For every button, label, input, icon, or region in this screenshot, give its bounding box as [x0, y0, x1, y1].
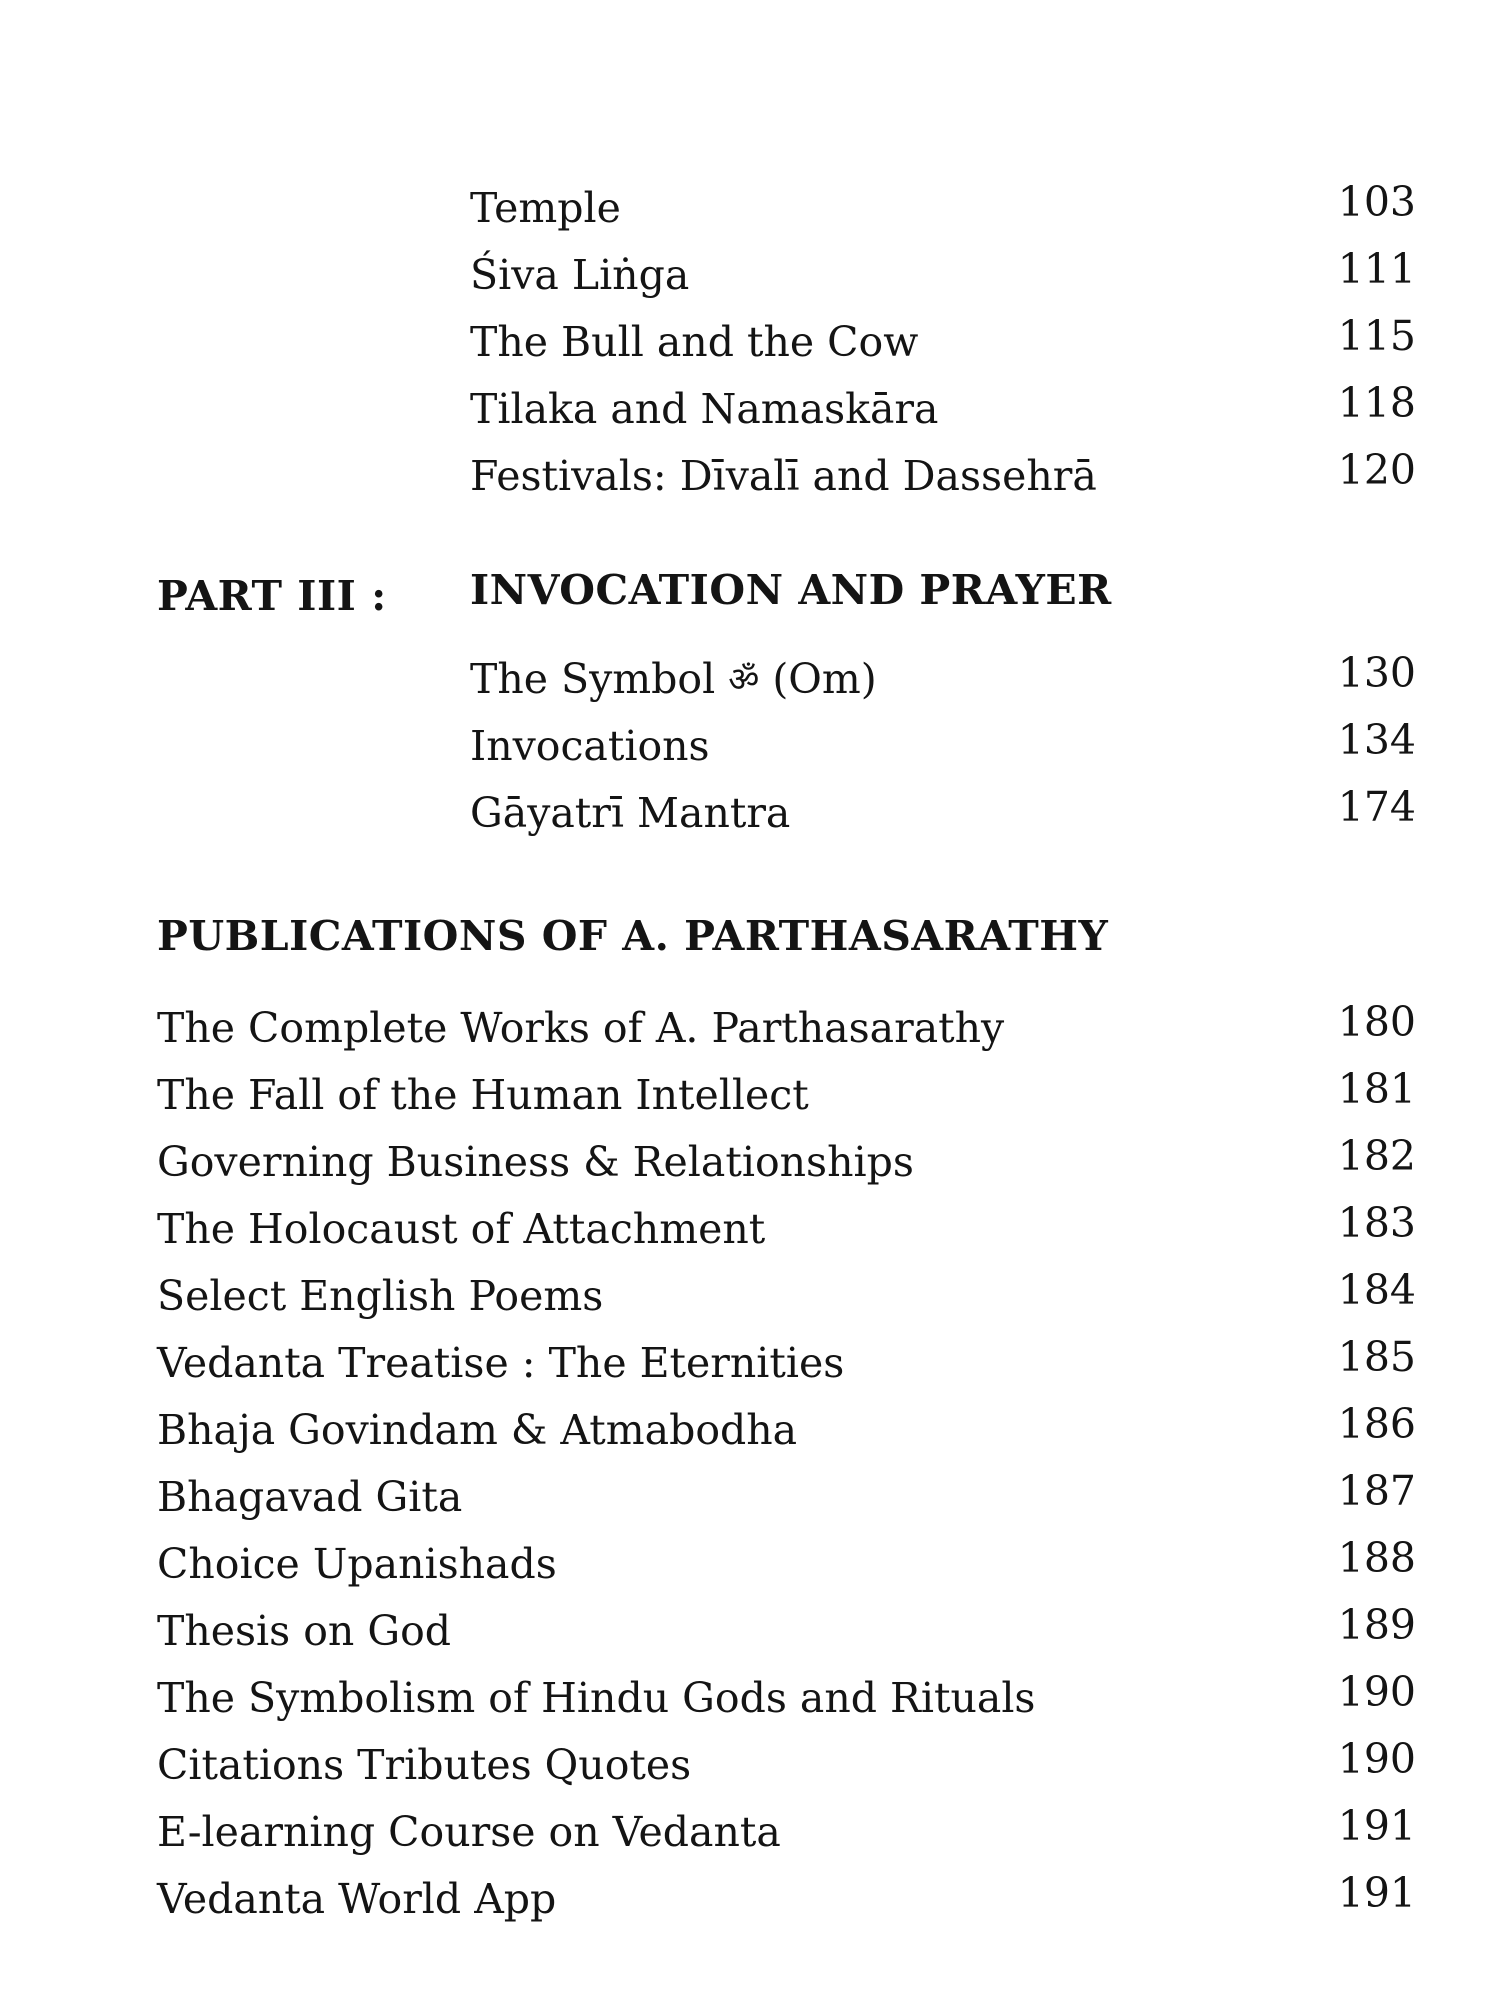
publication-title: Choice Upanishads: [157, 1540, 557, 1588]
om-symbol: ॐ: [728, 660, 760, 700]
toc-entry-tilaka: [0, 379, 1500, 439]
publication-entry: [0, 1869, 1500, 1929]
toc-entry-title: Invocations: [470, 722, 710, 770]
publication-entry: [0, 1802, 1500, 1862]
publication-page: 190: [1337, 1735, 1416, 1783]
publication-page: 185: [1337, 1333, 1416, 1381]
publication-title: Select English Poems: [157, 1272, 604, 1320]
publication-title: The Complete Works of A. Parthasarathy: [157, 1004, 1005, 1052]
publication-page: 181: [1337, 1065, 1416, 1113]
publication-entry: [0, 1333, 1500, 1393]
publication-page: 188: [1337, 1534, 1416, 1582]
toc-entry-page: 115: [1337, 312, 1416, 360]
symbol-text-before: The Symbol: [470, 655, 729, 703]
toc-entry-title: The Bull and the Cow: [470, 318, 919, 366]
publication-title: The Holocaust of Attachment: [157, 1205, 766, 1253]
toc-entry-page: 118: [1337, 379, 1416, 427]
publication-title: The Symbolism of Hindu Gods and Rituals: [157, 1674, 1036, 1722]
toc-entry-temple: [0, 178, 1500, 238]
publication-page: 184: [1337, 1266, 1416, 1314]
publication-page: 191: [1337, 1802, 1416, 1850]
publication-title: Thesis on God: [157, 1607, 452, 1655]
publication-page: 182: [1337, 1132, 1416, 1180]
publication-page: 189: [1337, 1601, 1416, 1649]
publication-entry: [0, 1199, 1500, 1259]
part-label: PART III :: [157, 572, 387, 620]
toc-entry-gayatri: [0, 783, 1500, 843]
publication-page: 186: [1337, 1400, 1416, 1448]
publication-entry: [0, 1601, 1500, 1661]
publication-entry: [0, 998, 1500, 1058]
toc-entry-page: 130: [1337, 649, 1416, 697]
publication-title: Vedanta World App: [157, 1875, 557, 1923]
publication-page: 190: [1337, 1668, 1416, 1716]
publication-page: 191: [1337, 1869, 1416, 1917]
publication-entry: [0, 1065, 1500, 1125]
publication-entry: [0, 1132, 1500, 1192]
publication-title: Citations Tributes Quotes: [157, 1741, 692, 1789]
symbol-text-after: (Om): [759, 655, 877, 703]
toc-entry-title: Gāyatrī Mantra: [470, 789, 791, 837]
publication-title: Bhaja Govindam & Atmabodha: [157, 1406, 798, 1454]
publication-title: E-learning Course on Vedanta: [157, 1808, 781, 1856]
toc-entry-bull-cow: [0, 312, 1500, 372]
publication-title: Vedanta Treatise : The Eternities: [157, 1339, 845, 1387]
publication-entry: [0, 1400, 1500, 1460]
publication-page: 187: [1337, 1467, 1416, 1515]
publication-page: 180: [1337, 998, 1416, 1046]
toc-entry-title: Tilaka and Namaskāra: [470, 385, 939, 433]
publication-entry: [0, 1534, 1500, 1594]
publication-page: 183: [1337, 1199, 1416, 1247]
publication-title: Bhagavad Gita: [157, 1473, 463, 1521]
toc-entry-page: 174: [1337, 783, 1416, 831]
toc-entry-title: Festivals: Dīvalī and Dassehrā: [470, 452, 1097, 500]
publication-entry: [0, 1668, 1500, 1728]
toc-entry-page: 103: [1337, 178, 1416, 226]
publication-entry: [0, 1735, 1500, 1795]
toc-entry-festivals: [0, 446, 1500, 506]
toc-entry-page: 120: [1337, 446, 1416, 494]
publication-title: The Fall of the Human Intellect: [157, 1071, 809, 1119]
publication-entry: [0, 1467, 1500, 1527]
publications-title: PUBLICATIONS OF A. PARTHASARATHY: [157, 912, 1109, 960]
toc-entry-symbol-om: [0, 649, 1500, 709]
publication-title: Governing Business & Relationships: [157, 1138, 914, 1186]
toc-entry-page: 111: [1337, 245, 1416, 293]
part-title: INVOCATION AND PRAYER: [470, 566, 1112, 614]
toc-entry-title: Temple: [470, 184, 621, 232]
toc-entry-siva-linga: [0, 245, 1500, 305]
toc-entry-invocations: [0, 716, 1500, 776]
publication-entry: [0, 1266, 1500, 1326]
toc-entry-title: [470, 649, 877, 712]
toc-entry-page: 134: [1337, 716, 1416, 764]
toc-entry-title: Śiva Liṅga: [470, 251, 690, 299]
